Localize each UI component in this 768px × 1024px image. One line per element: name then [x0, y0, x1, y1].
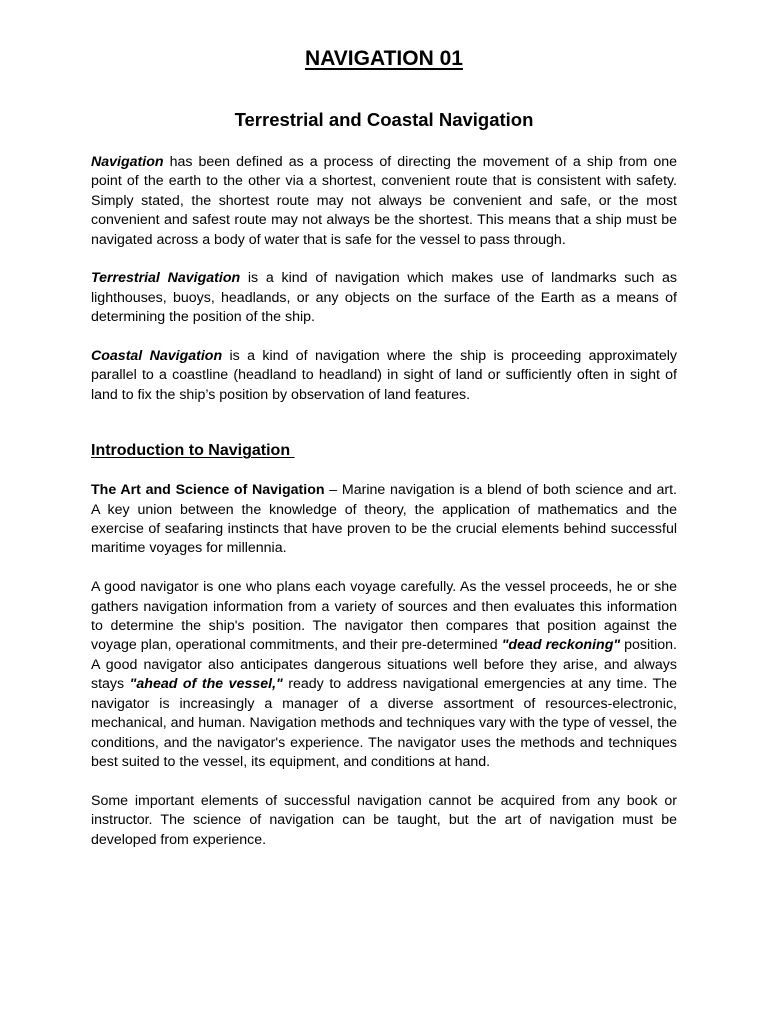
section-heading-introduction: Introduction to Navigation — [91, 442, 295, 460]
paragraph-text: has been defined as a process of directing the movement of a ship from one point of the earth to the other via a shortest, convenient route that is consistent with safety. Simply stated, the shortest route may not always be convenient and safe, or the most convenient and safest route may not always be the shortest. This means that a ship must be navigated across a body of water that is safe for the vessel to pass through. — [91, 154, 677, 248]
paragraph-text: is a kind of navigation where the ship is proceeding approximately parallel to a coastline (headland to headland) in sight of land or sufficiently often in sight of land to fix the ship’s position by observation of land features. — [91, 348, 677, 403]
paragraph-text: is a kind of navigation which makes use of landmarks such as lighthouses, buoys, headlands, or any objects on the surface of the Earth as a means of determining the position of the ship. — [91, 270, 678, 326]
paragraph-art-and-science — [91, 481, 677, 559]
paragraph-good-navigator — [91, 578, 677, 772]
term-art-and-science: The Art and Science of Navigation — [91, 482, 325, 499]
term-coastal-navigation: Coastal Navigation — [91, 348, 223, 365]
term-terrestrial-navigation: Terrestrial Navigation — [91, 270, 241, 287]
document-subtitle: Terrestrial and Coastal Navigation — [234, 109, 534, 130]
term-ahead-of-the-vessel: "ahead of the vessel," — [129, 676, 283, 693]
term-navigation: Navigation — [91, 154, 164, 170]
paragraph-text: ready to address navigational emergencies at any time. The navigator is increasingly a manager of a diverse assortment of resources-electronic, mechanical, and human. Navigation methods and techniques vary with the type of vessel, the conditions, and the navigator's experience. The navigator uses the methods and techniques best suited to the vessel, its equipment, and conditions at hand. — [91, 676, 677, 770]
paragraph-closing: Some important elements of successful navigation cannot be acquired from any book or instructor. The science of navigation can be taught, but the art of navigation must be developed from experience. — [91, 792, 677, 848]
paragraph-text: position. A good navigator also anticipates dangerous situations well before they arise, and always stays — [91, 637, 677, 693]
paragraph-navigation-definition — [91, 153, 677, 250]
term-dead-reckoning: "dead reckoning" — [501, 637, 621, 654]
paragraph-coastal-navigation — [91, 347, 677, 405]
paragraph-terrestrial-navigation — [91, 269, 677, 327]
paragraph-text: – Marine navigation is a blend of both science and art. A key union between the knowledge of theory, the application of mathematics and the exercise of seafaring instincts that have proven to be the crucial elements behind successful maritime voyages for millennia. — [91, 482, 677, 557]
paragraph-text: A good navigator is one who plans each voyage carefully. As the vessel proceeds, he or she gathers navigation information from a variety of sources and then evaluates this information to determine the ship's position. The navigator then compares that position against the voyage plan, operational commitments, and their pre-determined — [91, 579, 677, 654]
document-title: NAVIGATION 01 — [305, 47, 463, 70]
